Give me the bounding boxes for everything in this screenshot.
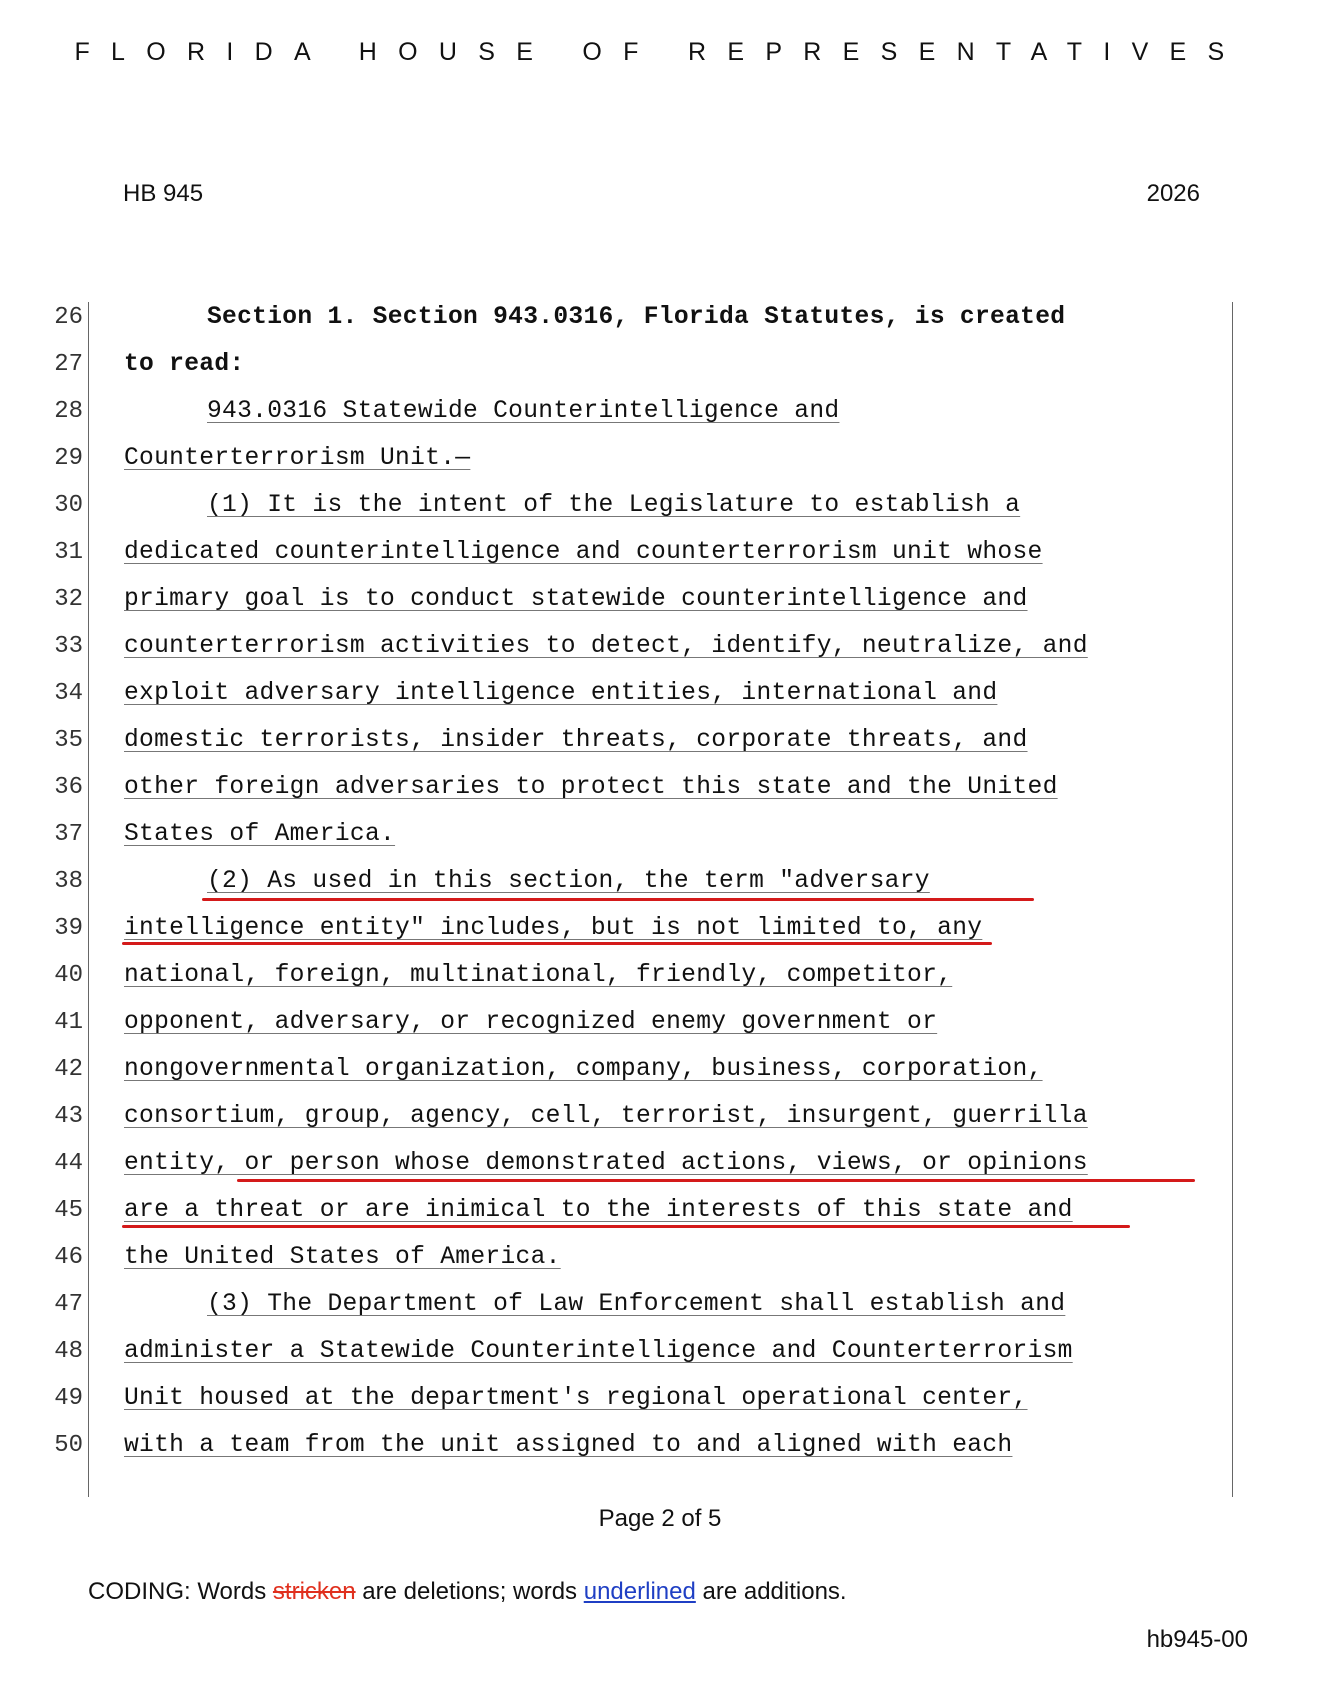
bill-line [0, 1426, 1320, 1473]
document-code: hb945-00 [1146, 1626, 1248, 1653]
line-number: 49 [54, 1385, 83, 1412]
line-text: (3) The Department of Law Enforcement shall establish and [207, 1291, 1066, 1318]
line-text: opponent, adversary, or recognized enemy government or [124, 1009, 938, 1036]
bill-line [0, 345, 1320, 392]
line-text: are a threat or are inimical to the interests of this state and [124, 1197, 1073, 1224]
bill-line [0, 1097, 1320, 1144]
line-number: 27 [54, 351, 83, 378]
red-marker-line-45 [122, 1225, 1130, 1228]
line-text: with a team from the unit assigned to and aligned with each [124, 1432, 1013, 1459]
line-number: 36 [54, 774, 83, 801]
bill-line [0, 627, 1320, 674]
line-text: intelligence entity" includes, but is not limited to, any [124, 915, 983, 942]
bill-line [0, 815, 1320, 862]
line-number: 37 [54, 821, 83, 848]
line-number: 45 [54, 1197, 83, 1224]
line-text: (2) As used in this section, the term "adversary [207, 868, 930, 895]
line-number: 34 [54, 680, 83, 707]
line-number: 46 [54, 1244, 83, 1271]
bill-line [0, 674, 1320, 721]
line-text: other foreign adversaries to protect this state and the United [124, 774, 1058, 801]
line-text: nongovernmental organization, company, business, corporation, [124, 1056, 1043, 1083]
line-text: exploit adversary intelligence entities, international and [124, 680, 998, 707]
line-text: States of America. [124, 821, 396, 848]
line-number: 44 [54, 1150, 83, 1177]
bill-line [0, 1238, 1320, 1285]
bill-line [0, 909, 1320, 956]
line-text: dedicated counterintelligence and counterterrorism unit whose [124, 539, 1043, 566]
line-text: primary goal is to conduct statewide counterintelligence and [124, 586, 1028, 613]
line-number: 39 [54, 915, 83, 942]
bill-year: 2026 [1146, 180, 1200, 207]
bill-line [0, 1144, 1320, 1191]
coding-underlined-sample: underlined [583, 1578, 696, 1605]
bill-line [0, 298, 1320, 345]
line-number: 41 [54, 1009, 83, 1036]
bill-text-body [0, 298, 1320, 1473]
line-text: domestic terrorists, insider threats, corporate threats, and [124, 727, 1028, 754]
line-number: 33 [54, 633, 83, 660]
line-text: Unit housed at the department's regional operational center, [124, 1385, 1028, 1412]
line-text: national, foreign, multinational, friendly, competitor, [124, 962, 953, 989]
line-text: counterterrorism activities to detect, identify, neutralize, and [124, 633, 1088, 660]
chamber-banner: FLORIDA HOUSE OF REPRESENTATIVES [74, 38, 1246, 66]
bill-line [0, 1050, 1320, 1097]
red-marker-line-39 [122, 942, 992, 945]
red-marker-line-44 [237, 1179, 1195, 1182]
line-number: 43 [54, 1103, 83, 1130]
line-number: 29 [54, 445, 83, 472]
line-text: the United States of America. [124, 1244, 561, 1271]
line-number: 42 [54, 1056, 83, 1083]
bill-line [0, 533, 1320, 580]
bill-line [0, 1285, 1320, 1332]
bill-line [0, 392, 1320, 439]
line-text: to read: [124, 351, 245, 378]
line-text: entity, or person whose demonstrated actions, views, or opinions [124, 1150, 1088, 1177]
bill-line [0, 580, 1320, 627]
red-marker-line-38 [202, 898, 1034, 901]
line-text: 943.0316 Statewide Counterintelligence and [207, 398, 840, 425]
line-number: 40 [54, 962, 83, 989]
line-number: 28 [54, 398, 83, 425]
bill-line [0, 721, 1320, 768]
coding-middle: are deletions; words [355, 1578, 584, 1605]
line-number: 50 [54, 1432, 83, 1459]
bill-line [0, 768, 1320, 815]
bill-line [0, 956, 1320, 1003]
page-indicator: Page 2 of 5 [598, 1505, 722, 1532]
line-text: administer a Statewide Counterintelligence and Counterterrorism [124, 1338, 1073, 1365]
line-number: 26 [54, 304, 83, 331]
coding-legend [88, 1578, 847, 1606]
bill-line [0, 862, 1320, 909]
bill-line [0, 1379, 1320, 1426]
line-text: Section 1. Section 943.0316, Florida Statutes, is created [207, 304, 1066, 331]
line-number: 48 [54, 1338, 83, 1365]
bill-line [0, 1332, 1320, 1379]
coding-suffix: are additions. [695, 1578, 847, 1605]
line-number: 35 [54, 727, 83, 754]
bill-line [0, 1003, 1320, 1050]
line-number: 31 [54, 539, 83, 566]
line-text: (1) It is the intent of the Legislature to establish a [207, 492, 1021, 519]
bill-line [0, 486, 1320, 533]
line-number: 30 [54, 492, 83, 519]
line-text: Counterterrorism Unit.— [124, 445, 471, 472]
line-text: consortium, group, agency, cell, terrorist, insurgent, guerrilla [124, 1103, 1088, 1130]
line-number: 47 [54, 1291, 83, 1318]
bill-number: HB 945 [123, 180, 204, 207]
line-number: 32 [54, 586, 83, 613]
line-number: 38 [54, 868, 83, 895]
coding-stricken-sample: stricken [272, 1578, 356, 1605]
coding-prefix: CODING: Words [88, 1578, 273, 1605]
bill-line [0, 439, 1320, 486]
bill-line [0, 1191, 1320, 1238]
